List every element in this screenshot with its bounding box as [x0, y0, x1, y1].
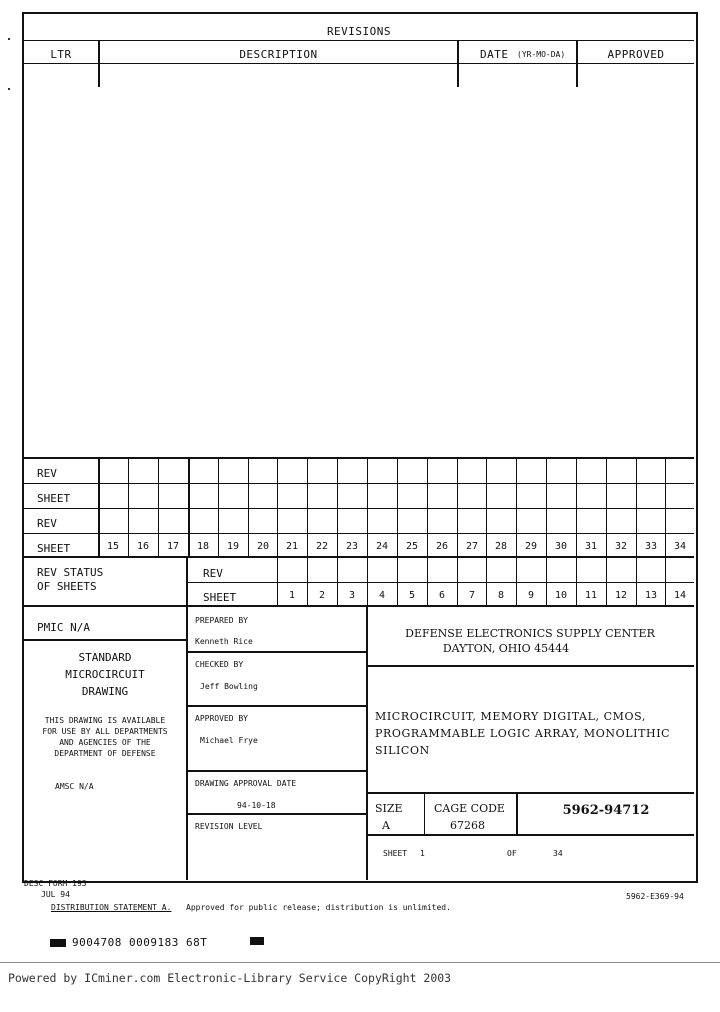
- divider: [24, 40, 694, 41]
- powered-by-text: Powered by ICminer.com Electronic-Library Service CopyRight 2003: [8, 971, 452, 985]
- sheet-number: 31: [584, 541, 598, 552]
- sheet-number: 25: [405, 541, 419, 552]
- sheet-number: 9: [527, 590, 535, 601]
- divider: [457, 40, 459, 87]
- sheet-number: 3: [348, 590, 356, 601]
- sheet-label: SHEET: [37, 492, 71, 505]
- sheet-number: 8: [497, 590, 505, 601]
- sheet-number: 14: [673, 590, 687, 601]
- sheet-number: 30: [554, 541, 568, 552]
- col-description-header: DESCRIPTION: [239, 48, 318, 61]
- pmic-label: PMIC N/A: [37, 621, 90, 634]
- divider: [24, 556, 694, 558]
- cage-code-label: CAGE CODE: [434, 802, 505, 815]
- sheet-number: 34: [673, 541, 687, 552]
- agency-name: DEFENSE ELECTRONICS SUPPLY CENTER: [405, 627, 655, 640]
- divider: [24, 533, 694, 534]
- desc-form: DESC FORM 193: [24, 879, 87, 888]
- checked-by-name: Jeff Bowling: [200, 682, 258, 691]
- sheet-number: 10: [554, 590, 568, 601]
- standard-title: MICROCIRCUIT: [65, 668, 145, 681]
- divider: [366, 665, 694, 667]
- sheet-label: SHEET: [383, 849, 408, 858]
- sheet-number: 26: [435, 541, 449, 552]
- standard-title: STANDARD: [78, 651, 132, 664]
- divider: [24, 483, 694, 484]
- sheet-number: 17: [166, 541, 180, 552]
- sheet-number: 27: [465, 541, 479, 552]
- approval-date-value: 94-10-18: [237, 801, 276, 810]
- sheet-number: 22: [315, 541, 329, 552]
- availability-note: FOR USE BY ALL DEPARTMENTS: [42, 727, 168, 736]
- margin-mark: [8, 88, 10, 90]
- divider: [24, 639, 186, 641]
- distribution-label: DISTRIBUTION STATEMENT A.: [51, 903, 172, 912]
- agency-address: DAYTON, OHIO 45444: [442, 642, 570, 655]
- sheet-number: 21: [285, 541, 299, 552]
- size-value: A: [382, 819, 390, 832]
- divider: [0, 962, 720, 963]
- sheet-number: 11: [584, 590, 598, 601]
- rev-status-label: REV STATUS: [37, 566, 104, 579]
- divider: [576, 40, 578, 87]
- rev-label: REV: [203, 567, 223, 580]
- revisions-title: REVISIONS: [326, 25, 392, 38]
- sheet-number: 16: [136, 541, 150, 552]
- sheet-number: 6: [438, 590, 446, 601]
- sheet-number: 29: [524, 541, 538, 552]
- divider: [186, 556, 188, 880]
- approved-by-name: Michael Frye: [200, 736, 258, 745]
- sheet-number: 18: [196, 541, 210, 552]
- availability-note: AND AGENCIES OF THE: [59, 738, 151, 747]
- rev-status-label: OF SHEETS: [37, 580, 97, 593]
- col-approved-header: APPROVED: [607, 48, 665, 61]
- divider: [24, 63, 694, 64]
- sheet-label: SHEET: [203, 591, 237, 604]
- of-value: 34: [553, 849, 563, 858]
- sheet-number: 4: [378, 590, 386, 601]
- sheet-number: 24: [375, 541, 389, 552]
- col-ltr-header: LTR: [50, 48, 72, 61]
- sheet-number: 33: [644, 541, 658, 552]
- divider: [24, 605, 694, 607]
- sheet-number: 13: [644, 590, 658, 601]
- sheet-number: 7: [468, 590, 476, 601]
- divider: [98, 40, 100, 87]
- sheet-number: 5: [408, 590, 416, 601]
- availability-note: THIS DRAWING IS AVAILABLE: [44, 716, 166, 725]
- drawing-number: 5962-94712: [562, 803, 650, 818]
- sheet-number: 15: [106, 541, 120, 552]
- divider: [24, 508, 694, 509]
- prepared-by-name: Kenneth Rice: [195, 637, 253, 646]
- drawing-title: SILICON: [375, 744, 430, 757]
- drawing-title: MICROCIRCUIT, MEMORY DIGITAL, CMOS,: [375, 710, 647, 723]
- rev-label: REV: [37, 467, 57, 480]
- margin-mark: [8, 38, 10, 40]
- cage-code-value: 67268: [450, 819, 485, 832]
- divider: [188, 582, 694, 583]
- sheet-number: 23: [345, 541, 359, 552]
- divider: [424, 792, 425, 834]
- distribution-text: Approved for public release; distribution is unlimited.: [186, 903, 451, 912]
- sheet-label: SHEET: [37, 542, 71, 555]
- sheet-number: 32: [614, 541, 628, 552]
- amsc-label: AMSC N/A: [55, 782, 94, 791]
- sheet-number: 2: [318, 590, 326, 601]
- divider: [186, 705, 366, 707]
- sheet-number: 1: [288, 590, 296, 601]
- document-code: 5962-E369-94: [626, 892, 684, 901]
- standard-title: DRAWING: [81, 685, 129, 698]
- approved-by-label: APPROVED BY: [195, 714, 248, 723]
- divider: [366, 834, 694, 836]
- sheet-number: 28: [494, 541, 508, 552]
- of-label: OF: [507, 849, 517, 858]
- availability-note: DEPARTMENT OF DEFENSE: [54, 749, 156, 758]
- prepared-by-label: PREPARED BY: [195, 616, 248, 625]
- drawing-title: PROGRAMMABLE LOGIC ARRAY, MONOLITHIC: [375, 727, 671, 740]
- divider: [186, 651, 366, 653]
- sheet-number: 12: [614, 590, 628, 601]
- rev-label: REV: [37, 517, 57, 530]
- divider: [366, 792, 694, 794]
- sheet-number: 20: [256, 541, 270, 552]
- sheet-value: 1: [420, 849, 425, 858]
- divider: [24, 457, 694, 459]
- revision-level-label: REVISION LEVEL: [195, 822, 263, 831]
- col-date-format: (YR-MO-DA): [517, 50, 566, 59]
- divider: [186, 813, 366, 815]
- barcode-mark: [250, 937, 264, 945]
- size-label: SIZE: [375, 802, 403, 815]
- col-date-header: DATE: [480, 48, 509, 61]
- barcode-mark: [50, 939, 66, 947]
- sheet-number: 19: [226, 541, 240, 552]
- approval-date-label: DRAWING APPROVAL DATE: [195, 779, 297, 788]
- barcode-text: 9004708 0009183 68T: [72, 936, 208, 949]
- divider: [186, 770, 366, 772]
- checked-by-label: CHECKED BY: [195, 660, 244, 669]
- desc-form-date: JUL 94: [41, 890, 70, 899]
